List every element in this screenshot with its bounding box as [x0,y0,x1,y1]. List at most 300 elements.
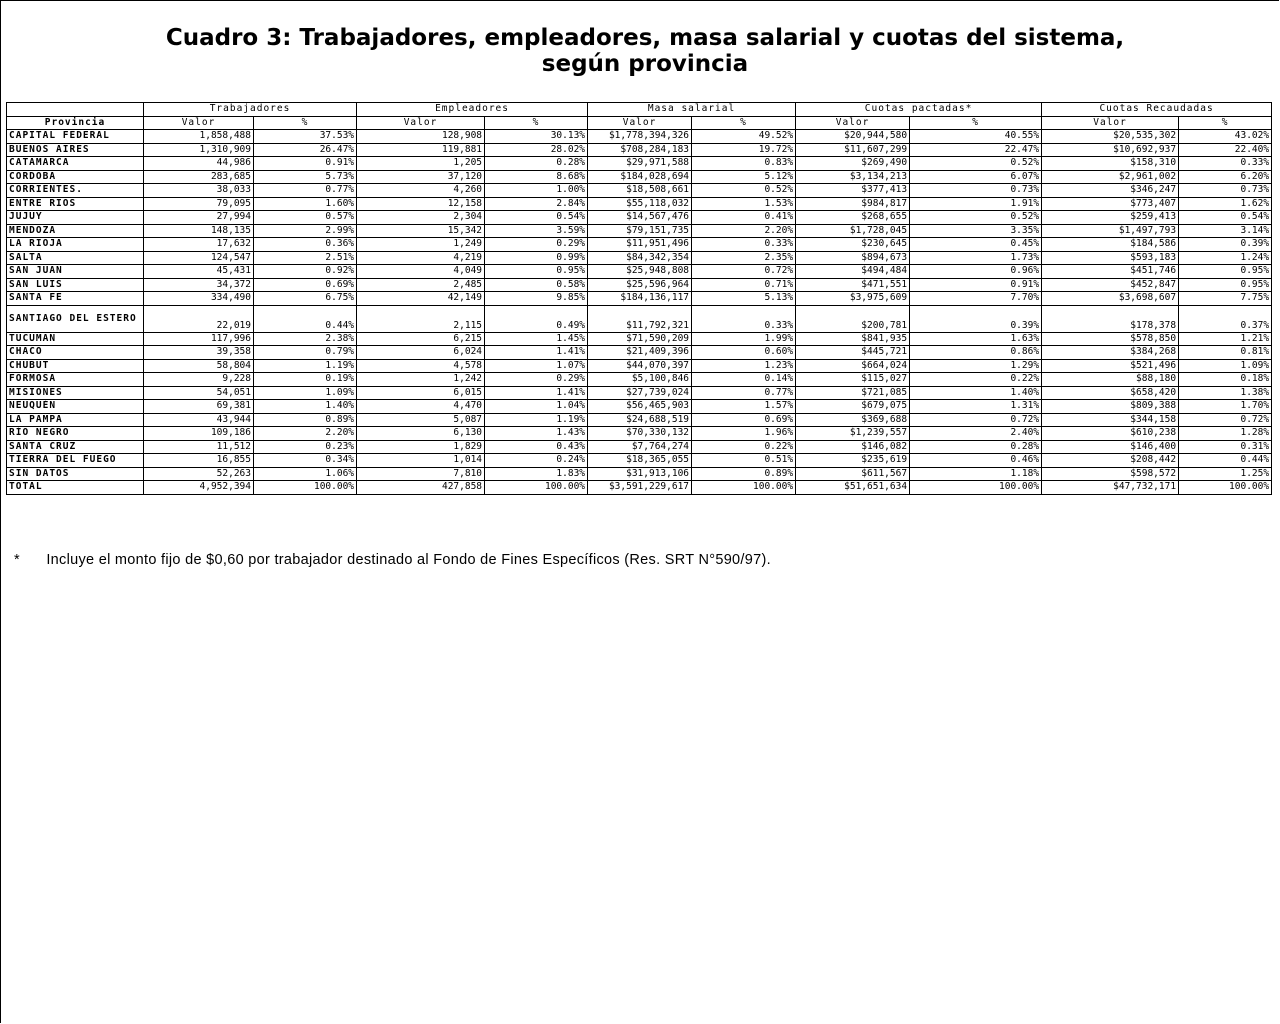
percent-cell: 2.99% [254,224,357,238]
province-cell: MISIONES [7,386,144,400]
group-header: Masa salarial [588,103,796,117]
value-cell: $3,591,229,617 [588,481,692,495]
value-cell: $25,948,808 [588,265,692,279]
province-cell: TIERRA DEL FUEGO [7,454,144,468]
percent-cell: 100.00% [910,481,1042,495]
value-cell: $452,847 [1042,278,1179,292]
value-cell: $71,590,209 [588,332,692,346]
value-cell: 52,263 [144,467,254,481]
value-cell: $377,413 [796,184,910,198]
percent-cell: 1.63% [910,332,1042,346]
percent-cell: 0.81% [1179,346,1272,360]
table-row [7,170,1272,184]
percent-cell: 0.73% [1179,184,1272,198]
percent-cell: 2.40% [910,427,1042,441]
value-cell: $611,567 [796,467,910,481]
percent-cell: 100.00% [1179,481,1272,495]
value-cell: 4,219 [357,251,485,265]
value-cell: 34,372 [144,278,254,292]
value-cell: 4,260 [357,184,485,198]
value-cell: $11,951,496 [588,238,692,252]
province-cell: SAN LUIS [7,278,144,292]
value-cell: 54,051 [144,386,254,400]
value-cell: $344,158 [1042,413,1179,427]
province-cell: JUJUY [7,211,144,225]
percent-cell: 2.35% [692,251,796,265]
value-cell: $1,497,793 [1042,224,1179,238]
value-cell: $679,075 [796,400,910,414]
percent-cell: 0.24% [485,454,588,468]
value-cell: 4,470 [357,400,485,414]
percent-cell: 6.07% [910,170,1042,184]
value-cell: $11,792,321 [588,305,692,332]
value-cell: $14,567,476 [588,211,692,225]
percent-cell: 1.73% [910,251,1042,265]
percent-cell: 0.33% [692,238,796,252]
column-header: % [1179,116,1272,130]
table-row [7,211,1272,225]
value-cell: 4,578 [357,359,485,373]
value-cell: $894,673 [796,251,910,265]
value-cell: $721,085 [796,386,910,400]
province-cell: CHACO [7,346,144,360]
province-cell: CHUBUT [7,359,144,373]
value-cell: $593,183 [1042,251,1179,265]
province-cell: ENTRE RIOS [7,197,144,211]
percent-cell: 1.53% [692,197,796,211]
province-cell: CORRIENTES. [7,184,144,198]
table-row [7,197,1272,211]
percent-cell: 0.14% [692,373,796,387]
table-row [7,400,1272,414]
table-row [7,130,1272,144]
percent-cell: 1.21% [1179,332,1272,346]
province-cell: SIN DATOS [7,467,144,481]
percent-cell: 1.41% [485,386,588,400]
percent-cell: 1.00% [485,184,588,198]
column-header: Valor [588,116,692,130]
percent-cell: 0.41% [692,211,796,225]
percent-cell: 0.72% [1179,413,1272,427]
value-cell: $24,688,519 [588,413,692,427]
value-cell: $610,238 [1042,427,1179,441]
percent-cell: 1.25% [1179,467,1272,481]
percent-cell: 0.86% [910,346,1042,360]
table-row [7,346,1272,360]
value-cell: $18,508,661 [588,184,692,198]
percent-cell: 1.40% [910,386,1042,400]
percent-cell: 0.89% [254,413,357,427]
percent-cell: 0.54% [485,211,588,225]
value-cell: 1,858,488 [144,130,254,144]
value-cell: 6,130 [357,427,485,441]
province-cell: LA PAMPA [7,413,144,427]
value-cell: $841,935 [796,332,910,346]
group-header: Cuotas pactadas* [796,103,1042,117]
table-row [7,373,1272,387]
value-cell: 42,149 [357,292,485,306]
percent-cell: 1.40% [254,400,357,414]
percent-cell: 0.36% [254,238,357,252]
value-cell: 6,015 [357,386,485,400]
percent-cell: 0.89% [692,467,796,481]
table-row [7,265,1272,279]
percent-cell: 1.57% [692,400,796,414]
percent-cell: 1.91% [910,197,1042,211]
value-cell: 4,049 [357,265,485,279]
group-header: Trabajadores [144,103,357,117]
table-row [7,157,1272,171]
percent-cell: 1.96% [692,427,796,441]
percent-cell: 0.34% [254,454,357,468]
value-cell: 124,547 [144,251,254,265]
value-cell: $200,781 [796,305,910,332]
percent-cell: 0.58% [485,278,588,292]
value-cell: $230,645 [796,238,910,252]
table-row [7,251,1272,265]
value-cell: 6,215 [357,332,485,346]
value-cell: $178,378 [1042,305,1179,332]
value-cell: 38,033 [144,184,254,198]
percent-cell: 26.47% [254,143,357,157]
value-cell: $25,596,964 [588,278,692,292]
percent-cell: 0.95% [1179,265,1272,279]
percent-cell: 0.52% [910,157,1042,171]
value-cell: $84,342,354 [588,251,692,265]
table-row [7,359,1272,373]
province-cell: TOTAL [7,481,144,495]
percent-cell: 100.00% [692,481,796,495]
column-header: Valor [1042,116,1179,130]
value-cell: $658,420 [1042,386,1179,400]
value-cell: 148,135 [144,224,254,238]
value-cell: $11,607,299 [796,143,910,157]
percent-cell: 0.29% [485,238,588,252]
title-line-1: Cuadro 3: Trabajadores, empleadores, masa salarial y cuotas del sistema, [165,25,1125,51]
percent-cell: 30.13% [485,130,588,144]
percent-cell: 40.55% [910,130,1042,144]
percent-cell: 1.28% [1179,427,1272,441]
table-row [7,467,1272,481]
column-header: Valor [796,116,910,130]
percent-cell: 2.20% [254,427,357,441]
percent-cell: 0.23% [254,440,357,454]
percent-cell: 0.69% [692,413,796,427]
value-cell: 69,381 [144,400,254,414]
value-cell: 427,858 [357,481,485,495]
value-cell: $29,971,588 [588,157,692,171]
value-cell: $578,850 [1042,332,1179,346]
value-cell: 6,024 [357,346,485,360]
percent-cell: 1.99% [692,332,796,346]
percent-cell: 1.29% [910,359,1042,373]
percent-cell: 1.41% [485,346,588,360]
value-cell: $384,268 [1042,346,1179,360]
value-cell: 334,490 [144,292,254,306]
table-row [7,454,1272,468]
group-header: Cuotas Recaudadas [1042,103,1272,117]
percent-cell: 1.60% [254,197,357,211]
footnote [14,552,771,568]
value-cell: $7,764,274 [588,440,692,454]
province-cell: SANTA CRUZ [7,440,144,454]
percent-cell: 0.44% [254,305,357,332]
group-header-row [7,103,1272,117]
table-row [7,292,1272,306]
percent-cell: 5.13% [692,292,796,306]
percent-cell: 2.84% [485,197,588,211]
value-cell: 1,014 [357,454,485,468]
value-cell: $471,551 [796,278,910,292]
value-cell: $56,465,903 [588,400,692,414]
value-cell: 37,120 [357,170,485,184]
percent-cell: 49.52% [692,130,796,144]
table-row [7,440,1272,454]
percent-cell: 0.96% [910,265,1042,279]
value-cell: 39,358 [144,346,254,360]
value-cell: $1,728,045 [796,224,910,238]
percent-cell: 2.20% [692,224,796,238]
percent-cell: 0.72% [910,413,1042,427]
value-cell: $5,100,846 [588,373,692,387]
province-cell: FORMOSA [7,373,144,387]
value-cell: 119,881 [357,143,485,157]
percent-cell: 1.18% [910,467,1042,481]
table-row [7,305,1272,332]
value-cell: 16,855 [144,454,254,468]
value-cell: $55,118,032 [588,197,692,211]
percent-cell: 1.06% [254,467,357,481]
percent-cell: 0.43% [485,440,588,454]
value-cell: $664,024 [796,359,910,373]
table-row [7,427,1272,441]
percent-cell: 0.45% [910,238,1042,252]
value-cell: 22,019 [144,305,254,332]
value-cell: $146,400 [1042,440,1179,454]
value-cell: $21,409,396 [588,346,692,360]
value-cell: $184,586 [1042,238,1179,252]
percent-cell: 2.51% [254,251,357,265]
percent-cell: 100.00% [485,481,588,495]
province-cell: MENDOZA [7,224,144,238]
value-cell: $158,310 [1042,157,1179,171]
value-cell: 11,512 [144,440,254,454]
value-cell: $451,746 [1042,265,1179,279]
percent-cell: 1.19% [485,413,588,427]
value-cell: 1,829 [357,440,485,454]
percent-cell: 0.31% [1179,440,1272,454]
table-row [7,238,1272,252]
column-header: % [254,116,357,130]
data-table [6,102,1272,495]
percent-cell: 6.75% [254,292,357,306]
percent-cell: 0.28% [910,440,1042,454]
value-cell: 4,952,394 [144,481,254,495]
percent-cell: 37.53% [254,130,357,144]
percent-cell: 2.38% [254,332,357,346]
province-cell: TUCUMAN [7,332,144,346]
percent-cell: 1.31% [910,400,1042,414]
value-cell: 2,115 [357,305,485,332]
value-cell: 79,095 [144,197,254,211]
value-cell: $3,975,609 [796,292,910,306]
value-cell: 5,087 [357,413,485,427]
percent-cell: 1.09% [254,386,357,400]
table-row [7,184,1272,198]
value-cell: $3,698,607 [1042,292,1179,306]
province-cell: SANTA FE [7,292,144,306]
column-header: Valor [357,116,485,130]
column-header: % [692,116,796,130]
value-cell: 109,186 [144,427,254,441]
percent-cell: 0.44% [1179,454,1272,468]
percent-cell: 0.19% [254,373,357,387]
value-cell: 117,996 [144,332,254,346]
percent-cell: 0.52% [910,211,1042,225]
percent-cell: 7.70% [910,292,1042,306]
percent-cell: 19.72% [692,143,796,157]
column-header: % [485,116,588,130]
percent-cell: 0.37% [1179,305,1272,332]
table-row [7,481,1272,495]
value-cell: 44,986 [144,157,254,171]
column-header: % [910,116,1042,130]
value-cell: $2,961,002 [1042,170,1179,184]
province-cell: CATAMARCA [7,157,144,171]
value-cell: $10,692,937 [1042,143,1179,157]
province-cell: SALTA [7,251,144,265]
table-row [7,386,1272,400]
percent-cell: 0.79% [254,346,357,360]
percent-cell: 5.12% [692,170,796,184]
percent-cell: 0.22% [692,440,796,454]
percent-cell: 0.77% [254,184,357,198]
percent-cell: 0.72% [692,265,796,279]
table-row [7,413,1272,427]
percent-cell: 0.18% [1179,373,1272,387]
column-header-row [7,116,1272,130]
value-cell: $31,913,106 [588,467,692,481]
value-cell: $184,136,117 [588,292,692,306]
percent-cell: 0.91% [910,278,1042,292]
value-cell: $20,535,302 [1042,130,1179,144]
value-cell: $47,732,171 [1042,481,1179,495]
table-row [7,224,1272,238]
table-row [7,332,1272,346]
value-cell: $44,070,397 [588,359,692,373]
value-cell: $1,778,394,326 [588,130,692,144]
value-cell: 128,908 [357,130,485,144]
value-cell: 1,249 [357,238,485,252]
percent-cell: 1.07% [485,359,588,373]
value-cell: $598,572 [1042,467,1179,481]
percent-cell: 0.22% [910,373,1042,387]
value-cell: 1,205 [357,157,485,171]
value-cell: $346,247 [1042,184,1179,198]
percent-cell: 0.49% [485,305,588,332]
value-cell: $984,817 [796,197,910,211]
percent-cell: 3.35% [910,224,1042,238]
percent-cell: 0.95% [1179,278,1272,292]
province-cell: CÓRDOBA [7,170,144,184]
value-cell: 12,158 [357,197,485,211]
percent-cell: 5.73% [254,170,357,184]
percent-cell: 0.54% [1179,211,1272,225]
value-cell: $773,407 [1042,197,1179,211]
value-cell: 45,431 [144,265,254,279]
percent-cell: 0.39% [1179,238,1272,252]
percent-cell: 1.43% [485,427,588,441]
value-cell: $259,413 [1042,211,1179,225]
percent-cell: 100.00% [254,481,357,495]
percent-cell: 0.46% [910,454,1042,468]
percent-cell: 0.39% [910,305,1042,332]
value-cell: $20,944,580 [796,130,910,144]
group-header-empty [7,103,144,117]
value-cell: 9,228 [144,373,254,387]
percent-cell: 0.71% [692,278,796,292]
percent-cell: 0.29% [485,373,588,387]
province-cell: RÍO NEGRO [7,427,144,441]
value-cell: $269,490 [796,157,910,171]
value-cell: $521,496 [1042,359,1179,373]
percent-cell: 0.57% [254,211,357,225]
percent-cell: 0.95% [485,265,588,279]
province-cell: SANTIAGO DEL ESTERO [7,305,144,332]
table-row [7,278,1272,292]
value-cell: 2,304 [357,211,485,225]
value-cell: $51,651,634 [796,481,910,495]
footnote-marker: * [14,552,20,568]
percent-cell: 1.45% [485,332,588,346]
value-cell: 2,485 [357,278,485,292]
column-header: Valor [144,116,254,130]
percent-cell: 1.23% [692,359,796,373]
percent-cell: 0.52% [692,184,796,198]
value-cell: 27,994 [144,211,254,225]
value-cell: $1,239,557 [796,427,910,441]
column-header: Provincia [7,116,144,130]
percent-cell: 0.69% [254,278,357,292]
province-cell: SAN JUAN [7,265,144,279]
value-cell: $79,151,735 [588,224,692,238]
value-cell: 58,804 [144,359,254,373]
value-cell: $3,134,213 [796,170,910,184]
value-cell: 15,342 [357,224,485,238]
value-cell: 283,685 [144,170,254,184]
value-cell: 1,242 [357,373,485,387]
footnote-text: Incluye el monto fijo de $0,60 por trabajador destinado al Fondo de Fines Específicos (Res. SRT N°590/97). [46,552,771,568]
value-cell: $494,484 [796,265,910,279]
value-cell: $708,284,183 [588,143,692,157]
percent-cell: 22.40% [1179,143,1272,157]
percent-cell: 0.73% [910,184,1042,198]
percent-cell: 9.85% [485,292,588,306]
percent-cell: 6.20% [1179,170,1272,184]
percent-cell: 0.51% [692,454,796,468]
value-cell: $809,388 [1042,400,1179,414]
title-line-2: según provincia [541,51,749,77]
percent-cell: 0.77% [692,386,796,400]
percent-cell: 0.99% [485,251,588,265]
percent-cell: 1.38% [1179,386,1272,400]
percent-cell: 1.19% [254,359,357,373]
value-cell: $27,739,024 [588,386,692,400]
value-cell: 43,944 [144,413,254,427]
percent-cell: 1.83% [485,467,588,481]
percent-cell: 28.02% [485,143,588,157]
value-cell: $369,688 [796,413,910,427]
